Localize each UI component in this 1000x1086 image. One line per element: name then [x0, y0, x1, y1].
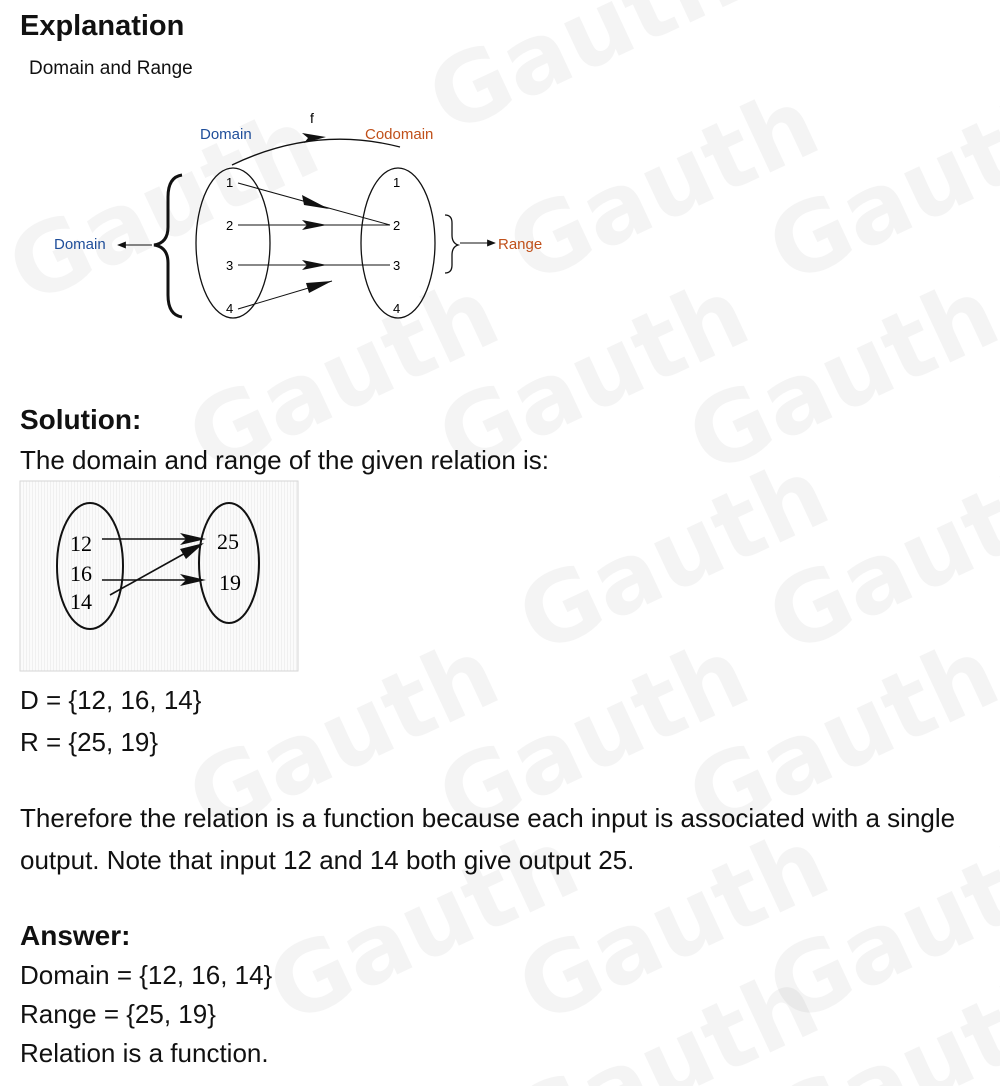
output-value: 25	[217, 529, 239, 554]
relation-mapping-diagram	[20, 481, 298, 671]
output-value: 19	[219, 570, 241, 595]
right-value: 1	[393, 175, 401, 190]
answer-range: Range = {25, 19}	[20, 999, 216, 1029]
explanation-heading: Explanation	[20, 10, 185, 42]
right-value: 2	[393, 218, 401, 233]
range-label: Range	[498, 236, 543, 253]
domain-set-line: D = {12, 16, 14}	[20, 685, 202, 715]
right-value: 3	[393, 258, 401, 273]
answer-relation: Relation is a function.	[20, 1038, 269, 1068]
solution-heading: Solution:	[20, 404, 142, 435]
input-value: 12	[70, 531, 92, 556]
answer-domain: Domain = {12, 16, 14}	[20, 960, 273, 990]
left-value: 1	[226, 175, 234, 190]
domain-left-brace	[154, 175, 182, 317]
domain-codomain-diagram	[40, 105, 600, 335]
input-value: 14	[70, 589, 92, 614]
input-value: 16	[70, 561, 92, 586]
figure-background	[20, 481, 298, 671]
mapping-curve	[232, 139, 400, 165]
answer-heading: Answer:	[20, 920, 131, 951]
conclusion-paragraph: Therefore the relation is a function because each input is associated with a single output. Note that input 12 and 14 both give output 25.	[20, 803, 956, 875]
mapping-curve-arrowhead	[302, 133, 326, 143]
left-value: 4	[226, 301, 234, 316]
domain-top-label: Domain	[200, 126, 252, 143]
domain-side-label: Domain	[54, 236, 106, 253]
codomain-ellipse	[361, 168, 435, 318]
range-right-brace	[445, 215, 458, 273]
left-value: 2	[226, 218, 234, 233]
explanation-subheading: Domain and Range	[29, 58, 193, 79]
right-value: 4	[393, 301, 401, 316]
mapping-arrowhead	[306, 281, 332, 293]
domain-ellipse	[196, 168, 270, 318]
codomain-label: Codomain	[365, 126, 434, 143]
solution-intro: The domain and range of the given relation is:	[20, 445, 550, 475]
function-label: f	[310, 110, 314, 126]
left-value: 3	[226, 258, 234, 273]
range-set-line: R = {25, 19}	[20, 727, 159, 757]
